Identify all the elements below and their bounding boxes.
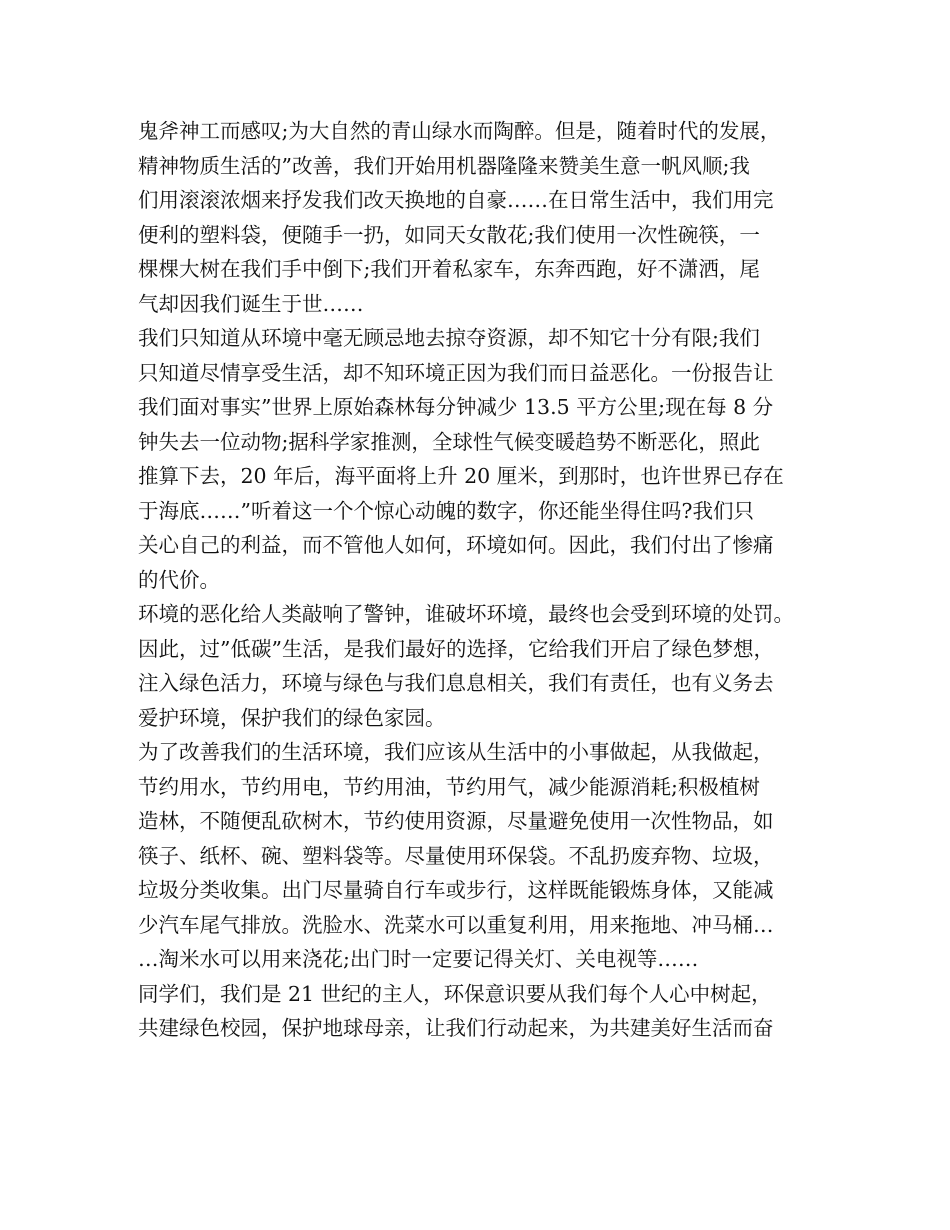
text-line: 造林，不随便乱砍树木，节约使用资源，尽量避免使用一次性物品，如 — [138, 809, 774, 833]
text-line: 同学们，我们是 21 世纪的主人，环保意识要从我们每个人心中树起， — [138, 981, 772, 1006]
text-line: 关心自己的利益，而不管他人如何，环境如何。因此，我们付出了惨痛 — [138, 533, 774, 557]
text-line: 少汽车尾气排放。洗脸水、洗菜水可以重复利用，用来拖地、冲马桶… — [138, 912, 774, 937]
text-line: 因此，过”低碳”生活，是我们最好的选择，它给我们开启了绿色梦想， — [138, 636, 774, 661]
text-line: 的代价。 — [138, 567, 220, 592]
text-line: …淘米水可以用来浇花;出门时一定要记得关灯、关电视等…… — [138, 947, 699, 971]
text-line: 注入绿色活力，环境与绿色与我们息息相关，我们有责任，也有义务去 — [138, 671, 774, 695]
text-line: 便利的塑料袋，便随手一扔，如同天女散花;我们使用一次性碗筷，一 — [138, 222, 760, 247]
text-line: 节约用水，节约用电，节约用油，节约用气，减少能源消耗;积极植树 — [138, 774, 760, 799]
text-line: 爱护环境，保护我们的绿色家园。 — [138, 705, 446, 730]
text-line: 筷子、纸杯、碗、塑料袋等。尽量使用环保袋。不乱扔废弃物、垃圾， — [138, 843, 774, 868]
text-line: 钟失去一位动物;据科学家推测，全球性气候变暖趋势不断恶化，照此 — [138, 429, 760, 454]
text-line: 只知道尽情享受生活，却不知环境正因为我们而日益恶化。一份报告让 — [138, 360, 774, 385]
text-line: 共建绿色校园，保护地球母亲，让我们行动起来，为共建美好生活而奋 — [138, 1016, 774, 1040]
text-line: 气却因我们诞生于世…… — [138, 291, 364, 316]
text-line: 于海底……”听着这一个个惊心动魄的数字，你还能坐得住吗?我们只 — [138, 498, 754, 523]
text-line: 垃圾分类收集。出门尽量骑自行车或步行，这样既能锻炼身体，又能减 — [138, 878, 774, 902]
text-line: 我们只知道从环境中毫无顾忌地去掠夺资源，却不知它十分有限;我们 — [138, 326, 760, 350]
text-line: 精神物质生活的”改善，我们开始用机器隆隆来赞美生意一帆风顺;我 — [138, 153, 750, 178]
document-body — [138, 114, 838, 1046]
text-line: 为了改善我们的生活环境，我们应该从生活中的小事做起，从我做起， — [138, 740, 774, 764]
text-line: 们用滚滚浓烟来抒发我们改天换地的自豪……在日常生活中，我们用完 — [138, 188, 774, 212]
text-line: 环境的恶化给人类敲响了警钟，谁破坏环境，最终也会受到环境的处罚。 — [138, 602, 794, 626]
text-line: 推算下去，20 年后，海平面将上升 20 厘米，到那时，也许世界已存在 — [138, 464, 784, 488]
text-line: 鬼斧神工而感叹;为大自然的青山绿水而陶醉。但是，随着时代的发展， — [138, 119, 781, 143]
text-line: 我们面对事实”世界上原始森林每分钟减少 13.5 平方公里;现在每 8 分 — [138, 395, 774, 419]
text-line: 棵棵大树在我们手中倒下;我们开着私家车，东奔西跑，好不潇洒，尾 — [138, 257, 760, 281]
